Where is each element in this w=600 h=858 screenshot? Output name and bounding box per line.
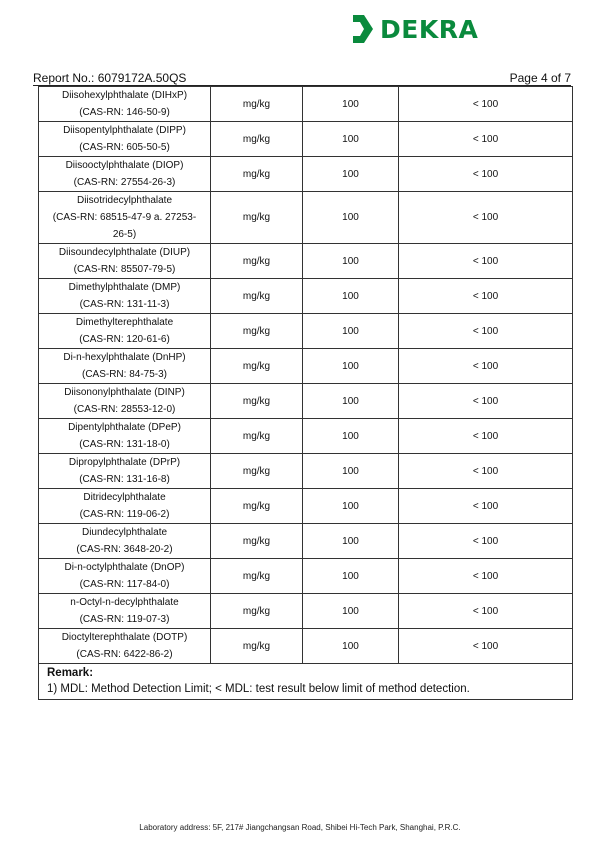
result-cell: < 100 [399, 489, 573, 524]
unit-cell: mg/kg [211, 594, 303, 629]
substance-cell [39, 157, 211, 192]
table-row [39, 122, 573, 157]
result-cell: < 100 [399, 122, 573, 157]
mdl-cell: 100 [303, 349, 399, 384]
report-header [33, 71, 571, 86]
substance-cell [39, 419, 211, 454]
results-table-body [39, 87, 573, 664]
cas-number: (CAS-RN: 117-84-0) [79, 579, 170, 590]
result-cell: < 100 [399, 594, 573, 629]
unit-cell: mg/kg [211, 489, 303, 524]
substance-cell [39, 87, 211, 122]
unit-cell: mg/kg [211, 419, 303, 454]
table-row [39, 192, 573, 244]
unit-cell: mg/kg [211, 314, 303, 349]
substance-name: Ditridecylphthalate [83, 492, 166, 503]
substance-cell [39, 279, 211, 314]
substance-cell [39, 192, 211, 244]
table-row [39, 244, 573, 279]
table-row [39, 524, 573, 559]
mdl-cell: 100 [303, 157, 399, 192]
unit-cell: mg/kg [211, 192, 303, 244]
substance-cell [39, 244, 211, 279]
result-cell: < 100 [399, 244, 573, 279]
table-row [39, 559, 573, 594]
cas-number: (CAS-RN: 28553-12-0) [73, 404, 176, 415]
substance-name: Diisotridecylphthalate [76, 195, 173, 206]
substance-cell [39, 489, 211, 524]
cas-number: (CAS-RN: 131-18-0) [79, 439, 170, 450]
substance-name: Dipropylphthalate (DPrP) [68, 457, 181, 468]
substance-name: Diisooctylphthalate (DIOP) [65, 160, 184, 171]
result-cell: < 100 [399, 454, 573, 489]
mdl-cell: 100 [303, 419, 399, 454]
logo-text: DEKRA [380, 14, 479, 44]
mdl-cell: 100 [303, 594, 399, 629]
remark-row [39, 664, 573, 700]
substance-cell [39, 524, 211, 559]
substance-name: Diisoundecylphthalate (DIUP) [58, 247, 191, 258]
mdl-cell: 100 [303, 192, 399, 244]
unit-cell: mg/kg [211, 454, 303, 489]
result-cell: < 100 [399, 157, 573, 192]
dekra-logo [351, 12, 478, 46]
cas-number: (CAS-RN: 6422-86-2) [76, 649, 173, 660]
table-row [39, 454, 573, 489]
mdl-cell: 100 [303, 314, 399, 349]
dekra-logo-icon [351, 13, 375, 45]
substance-cell [39, 559, 211, 594]
unit-cell: mg/kg [211, 384, 303, 419]
substance-cell [39, 454, 211, 489]
substance-cell [39, 349, 211, 384]
cas-number: (CAS-RN: 120-61-6) [79, 334, 170, 345]
substance-name: Dipentylphthalate (DPeP) [68, 422, 181, 433]
substance-name: Di-n-octylphthalate (DnOP) [64, 562, 185, 573]
result-cell: < 100 [399, 384, 573, 419]
substance-cell [39, 122, 211, 157]
table-row [39, 87, 573, 122]
cas-number: (CAS-RN: 85507-79-5) [73, 264, 176, 275]
substance-name: Dioctylterephthalate (DOTP) [61, 632, 188, 643]
mdl-cell: 100 [303, 279, 399, 314]
substance-name: Diisopentylphthalate (DIPP) [63, 125, 186, 136]
substance-name: Dimethylphthalate (DMP) [68, 282, 181, 293]
cas-number: (CAS-RN: 84-75-3) [81, 369, 168, 380]
cas-number: (CAS-RN: 68515-47-9 a. 27253- [52, 212, 197, 223]
page-number: Page 4 of 7 [509, 71, 571, 85]
report-number: Report No.: 6079172A.50QS [33, 71, 187, 85]
substance-name: Di-n-hexylphthalate (DnHP) [63, 352, 186, 363]
unit-cell: mg/kg [211, 559, 303, 594]
results-table [38, 86, 573, 700]
table-row [39, 594, 573, 629]
result-cell: < 100 [399, 87, 573, 122]
substance-cell [39, 629, 211, 664]
unit-cell: mg/kg [211, 122, 303, 157]
cas-number: (CAS-RN: 119-06-2) [79, 509, 170, 520]
cas-number: (CAS-RN: 131-16-8) [79, 474, 170, 485]
table-row [39, 279, 573, 314]
cas-number: (CAS-RN: 131-11-3) [79, 299, 170, 310]
mdl-cell: 100 [303, 559, 399, 594]
mdl-cell: 100 [303, 489, 399, 524]
mdl-cell: 100 [303, 384, 399, 419]
substance-name: Diundecylphthalate [81, 527, 168, 538]
footer-address: Laboratory address: 5F, 217# Jiangchangsan Road, Shibei Hi-Tech Park, Shanghai, P.R.C. [139, 823, 461, 832]
result-cell: < 100 [399, 314, 573, 349]
mdl-cell: 100 [303, 629, 399, 664]
cas-number: (CAS-RN: 146-50-9) [79, 107, 170, 118]
table-row [39, 157, 573, 192]
mdl-cell: 100 [303, 454, 399, 489]
cas-number: (CAS-RN: 27554-26-3) [73, 177, 176, 188]
mdl-cell: 100 [303, 244, 399, 279]
cas-number-continued: 26-5) [112, 229, 137, 240]
table-row [39, 629, 573, 664]
cas-number: (CAS-RN: 119-07-3) [79, 614, 170, 625]
remark-title: Remark: [47, 667, 94, 679]
substance-cell [39, 314, 211, 349]
result-cell: < 100 [399, 559, 573, 594]
remark-text: 1) MDL: Method Detection Limit; < MDL: test result below limit of method detection. [47, 683, 470, 695]
substance-name: n-Octyl-n-decylphthalate [70, 597, 179, 608]
substance-name: Diisohexylphthalate (DIHxP) [61, 90, 188, 101]
mdl-cell: 100 [303, 122, 399, 157]
substance-name: Dimethylterephthalate [75, 317, 174, 328]
substance-cell [39, 594, 211, 629]
table-row [39, 349, 573, 384]
unit-cell: mg/kg [211, 157, 303, 192]
substance-cell [39, 384, 211, 419]
unit-cell: mg/kg [211, 349, 303, 384]
result-cell: < 100 [399, 524, 573, 559]
table-row [39, 314, 573, 349]
unit-cell: mg/kg [211, 244, 303, 279]
result-cell: < 100 [399, 192, 573, 244]
result-cell: < 100 [399, 629, 573, 664]
mdl-cell: 100 [303, 87, 399, 122]
unit-cell: mg/kg [211, 279, 303, 314]
unit-cell: mg/kg [211, 629, 303, 664]
substance-name: Diisononylphthalate (DINP) [64, 387, 185, 398]
remark-cell [39, 664, 573, 700]
cas-number: (CAS-RN: 605-50-5) [79, 142, 170, 153]
unit-cell: mg/kg [211, 87, 303, 122]
table-row [39, 419, 573, 454]
unit-cell: mg/kg [211, 524, 303, 559]
table-row [39, 384, 573, 419]
result-cell: < 100 [399, 349, 573, 384]
cas-number: (CAS-RN: 3648-20-2) [76, 544, 173, 555]
result-cell: < 100 [399, 419, 573, 454]
mdl-cell: 100 [303, 524, 399, 559]
result-cell: < 100 [399, 279, 573, 314]
table-row [39, 489, 573, 524]
